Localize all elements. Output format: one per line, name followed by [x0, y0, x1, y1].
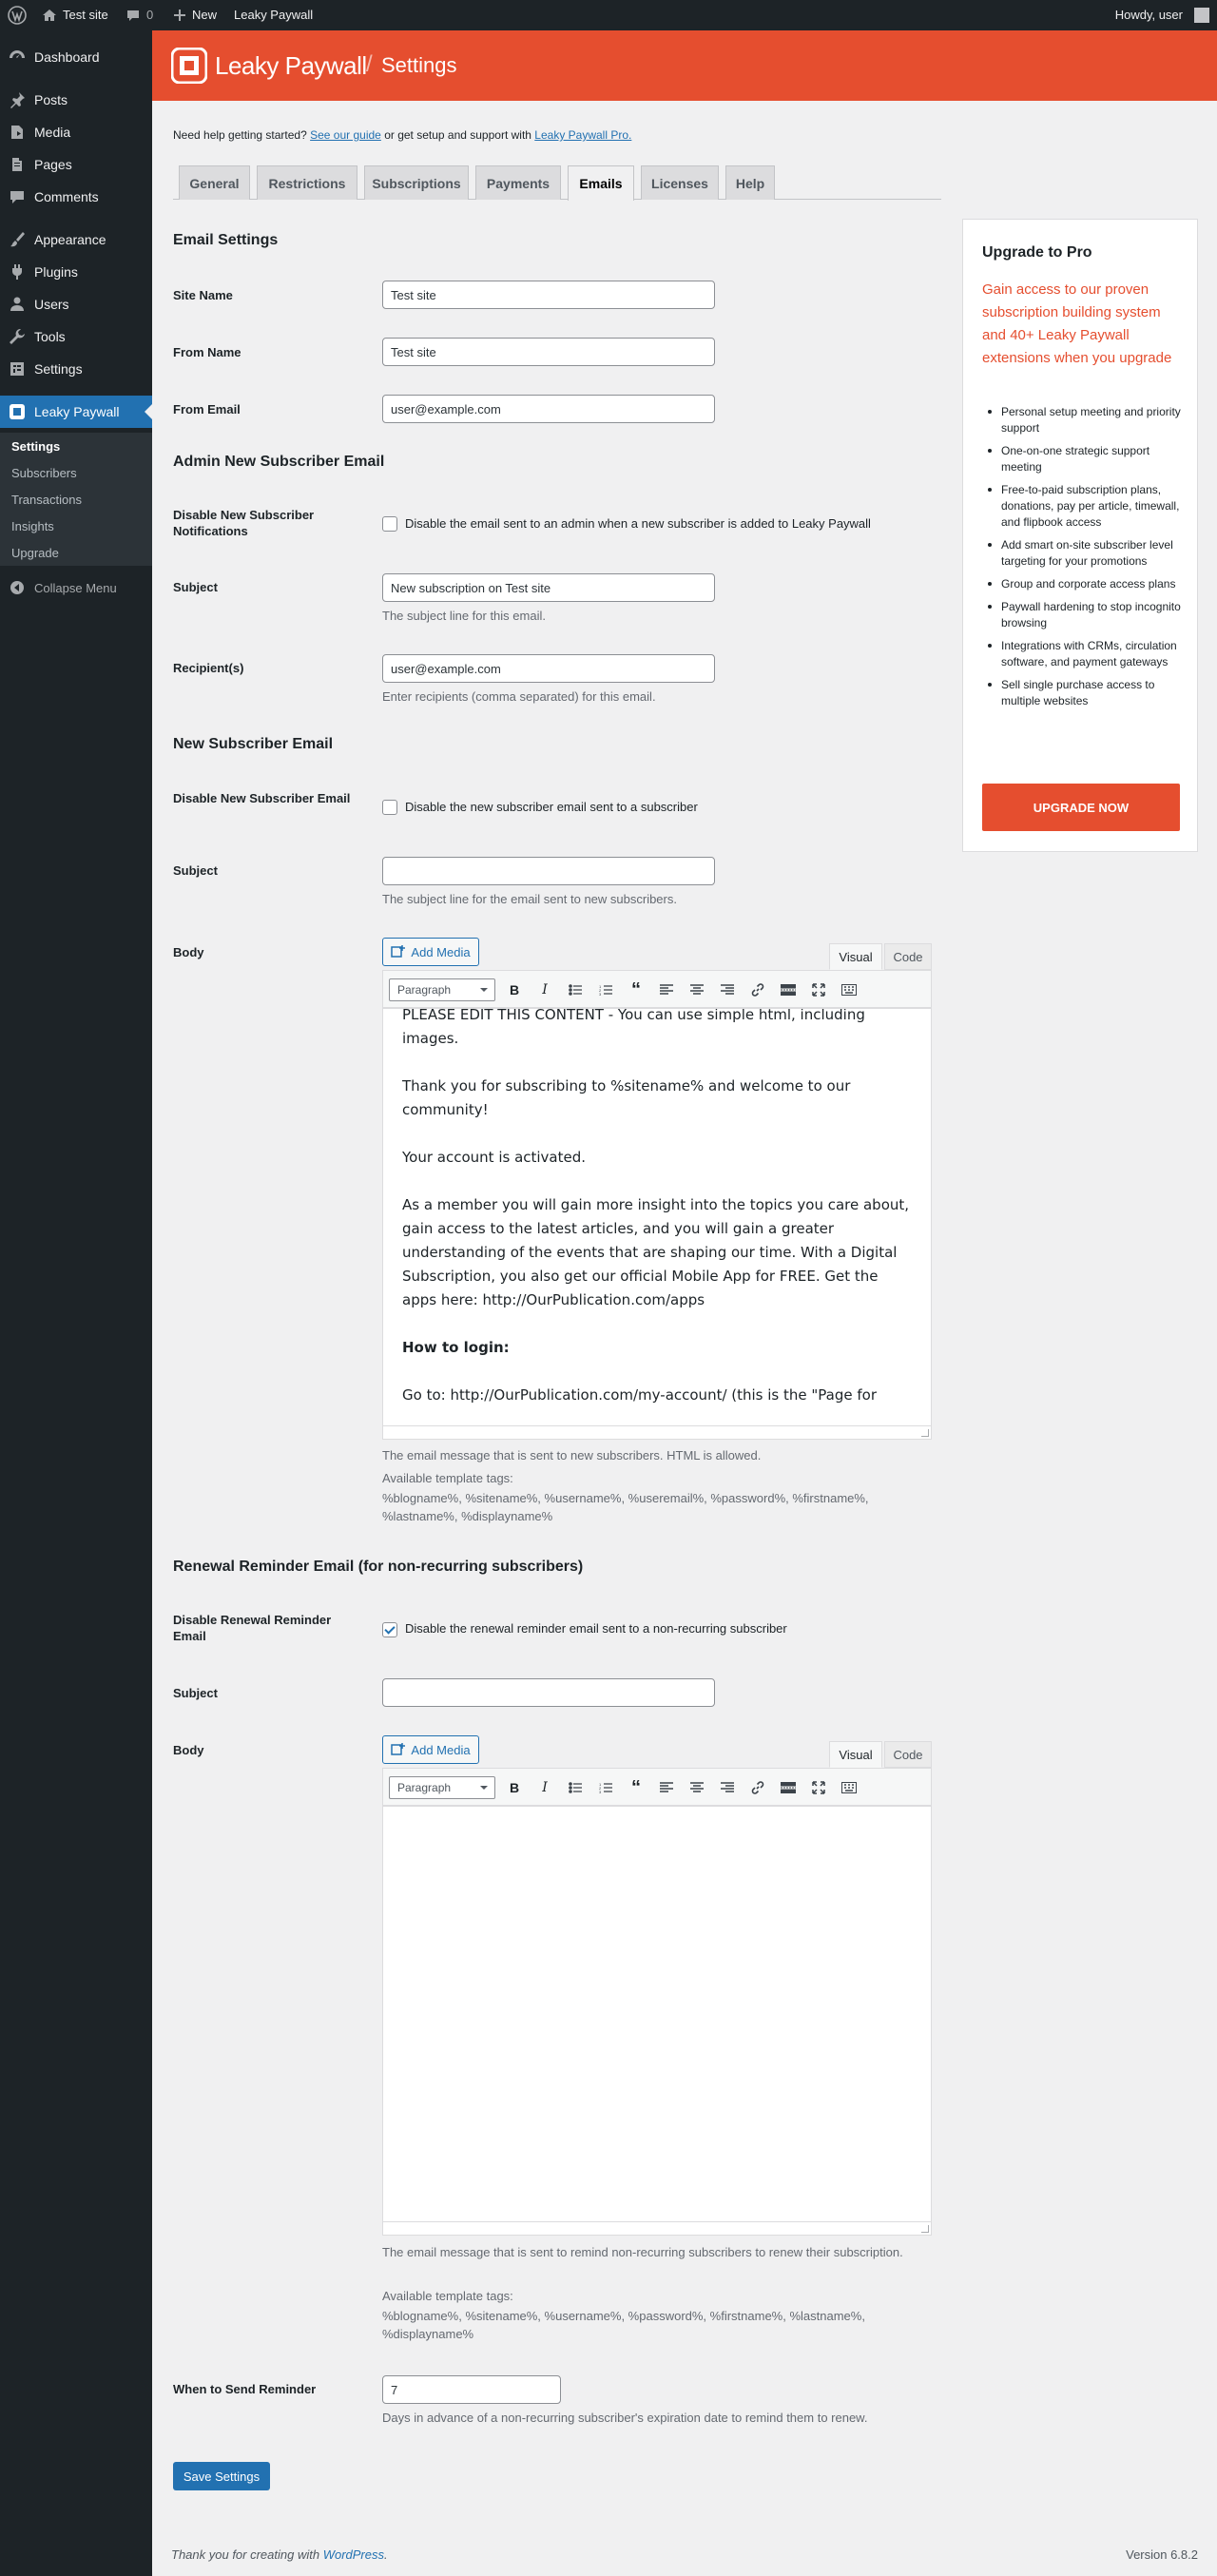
align-right-icon[interactable]: [718, 1778, 737, 1797]
body-paragraph: PLEASE EDIT THIS CONTENT - You can use simple html, including images.: [402, 1008, 865, 1047]
body-paragraph: Go to: http://OurPublication.com/my-account/ (this is the "Page for: [402, 1386, 878, 1404]
tab-general[interactable]: General: [179, 165, 250, 200]
new-subscriber-heading: New Subscriber Email: [173, 736, 334, 752]
new-sub-subject-input[interactable]: [382, 857, 715, 885]
new-sub-body-desc: The email message that is sent to new subscribers. HTML is allowed.: [382, 1448, 762, 1462]
code-tab[interactable]: Code: [884, 943, 932, 970]
pin-icon: [0, 91, 34, 108]
resize-handle-icon[interactable]: [921, 2225, 929, 2233]
toolbar-toggle-icon[interactable]: [840, 1778, 859, 1797]
renewal-add-media-button[interactable]: [382, 1735, 479, 1764]
align-left-icon[interactable]: [657, 980, 676, 999]
leaky-paywall-logo-icon: [171, 48, 207, 84]
site-name-link[interactable]: [42, 0, 108, 30]
format-select[interactable]: Paragraph: [389, 1776, 495, 1799]
italic-icon[interactable]: I: [542, 1780, 548, 1795]
add-media-button[interactable]: [382, 938, 479, 966]
upgrade-sidebar: [962, 219, 1198, 852]
menu-item-settings[interactable]: [0, 353, 152, 385]
plugin-header: [152, 30, 1217, 101]
menu-label: Appearance: [34, 232, 106, 247]
fullscreen-icon[interactable]: [809, 980, 828, 999]
visual-tab[interactable]: Visual: [829, 943, 882, 970]
avatar: [1194, 8, 1209, 23]
read-more-icon[interactable]: [779, 980, 798, 999]
recipients-input[interactable]: user@example.com: [382, 654, 715, 683]
upgrade-pitch: Gain access to our proven subscription building system and 40+ Leaky Paywall extensions when you upgrade: [982, 281, 1172, 366]
collapse-menu-button[interactable]: [0, 571, 152, 604]
renewal-visual-tab[interactable]: Visual: [829, 1741, 882, 1768]
body-paragraph: How to login:: [402, 1339, 510, 1356]
blockquote-icon[interactable]: “: [631, 1776, 641, 1798]
upgrade-now-button[interactable]: UPGRADE NOW: [982, 784, 1180, 831]
add-media-label: Add Media: [411, 1742, 471, 1757]
list-item: Add smart on-site subscriber level targeting for your promotions: [982, 537, 1184, 570]
menu-item-dashboard[interactable]: [0, 41, 152, 73]
bold-icon[interactable]: B: [509, 1780, 520, 1795]
tab-payments[interactable]: Payments: [475, 165, 561, 200]
menu-label: Plugins: [34, 264, 78, 280]
read-more-icon[interactable]: [779, 1778, 798, 1797]
new-sub-subject-desc: The subject line for the email sent to new subscribers.: [382, 892, 677, 906]
renewal-subject-input[interactable]: [382, 1678, 715, 1707]
comments-link[interactable]: [126, 0, 153, 30]
numbered-list-icon[interactable]: [596, 980, 615, 999]
site-name-label: Test site: [63, 8, 108, 22]
list-item: One-on-one strategic support meeting: [982, 443, 1184, 475]
list-item: Personal setup meeting and priority support: [982, 404, 1184, 436]
footer-period: .: [384, 2547, 388, 2562]
link-icon[interactable]: [748, 1778, 767, 1797]
site-name-input[interactable]: Test site: [382, 281, 715, 309]
admin-disable-label: Disable New Subscriber Notifications: [173, 508, 315, 538]
menu-item-media[interactable]: [0, 116, 152, 148]
renewal-body-label: Body: [173, 1743, 204, 1757]
admin-bar: [0, 0, 1217, 30]
comments-count: 0: [146, 8, 154, 22]
upgrade-title: Upgrade to Pro: [982, 244, 1092, 261]
admin-disable-text: Disable the email sent to an admin when a new subscriber is added to Leaky Paywall: [405, 516, 871, 531]
bold-icon[interactable]: B: [509, 982, 520, 997]
italic-icon[interactable]: I: [542, 982, 548, 997]
new-label: New: [192, 8, 218, 22]
menu-item-pages[interactable]: [0, 148, 152, 181]
tab-emails[interactable]: Emails: [568, 165, 634, 201]
wrench-icon: [0, 328, 34, 345]
list-item: Integrations with CRMs, circulation software, and payment gateways: [982, 638, 1184, 670]
renewal-body-editor[interactable]: [382, 1806, 932, 2222]
from-name-label: From Name: [173, 345, 241, 359]
save-settings-button[interactable]: Save Settings: [173, 2462, 270, 2490]
numbered-list-icon[interactable]: [596, 1778, 615, 1797]
title-separator: /: [366, 51, 373, 77]
svg-text:1: 1: [599, 984, 602, 989]
menu-item-plugins[interactable]: [0, 256, 152, 288]
help-middle: or get setup and support with: [384, 128, 531, 142]
renewal-subject-label: Subject: [173, 1686, 218, 1700]
submenu-item-transactions[interactable]: Transactions: [11, 493, 82, 507]
menu-item-users[interactable]: [0, 288, 152, 320]
new-subscriber-body-editor[interactable]: [382, 1008, 932, 1426]
menu-item-tools[interactable]: [0, 320, 152, 353]
admin-subject-desc: The subject line for this email.: [382, 609, 546, 623]
submenu-item-subscribers[interactable]: Subscribers: [11, 466, 77, 480]
svg-text:3: 3: [599, 1790, 602, 1793]
align-right-icon[interactable]: [718, 980, 737, 999]
editor-content: [383, 1008, 916, 1426]
bullet-list-icon[interactable]: [566, 1778, 585, 1797]
fullscreen-icon[interactable]: [809, 1778, 828, 1797]
menu-item-comments[interactable]: [0, 181, 152, 213]
list-item: Group and corporate access plans: [982, 576, 1184, 592]
feature-list: [982, 404, 1184, 716]
new-sub-tags: %blogname%, %sitename%, %username%, %useremail%, %password%, %firstname%, %lastname%, %displayname%: [382, 1491, 869, 1523]
add-media-label: Add Media: [411, 944, 471, 959]
renewal-disable-text: Disable the renewal reminder email sent to a non-recurring subscriber: [405, 1621, 787, 1636]
svg-text:1: 1: [599, 1782, 602, 1787]
wordpress-logo-icon[interactable]: [8, 0, 27, 30]
when-to-send-label: When to Send Reminder: [173, 2382, 317, 2396]
wordpress-link[interactable]: WordPress: [322, 2547, 384, 2562]
list-item: Free-to-paid subscription plans, donations, pay per article, timewall, and flipbook access: [982, 482, 1184, 531]
admin-disable-checkbox[interactable]: [382, 516, 397, 532]
when-to-send-desc: Days in advance of a non-recurring subscriber's expiration date to remind them to renew.: [382, 2411, 868, 2425]
users-icon: [0, 296, 34, 313]
align-left-icon[interactable]: [657, 1778, 676, 1797]
site-name-label: Site Name: [173, 288, 233, 302]
renewal-tags: %blogname%, %sitename%, %username%, %password%, %firstname%, %lastname%, %displayname%: [382, 2309, 865, 2341]
recipients-desc: Enter recipients (comma separated) for this email.: [382, 689, 656, 704]
new-sub-tags-title: Available template tags:: [382, 1471, 513, 1485]
tab-help[interactable]: Help: [725, 165, 775, 200]
when-to-send-input[interactable]: 7: [382, 2375, 561, 2404]
help-prefix: Need help getting started?: [173, 128, 307, 142]
plugin-label: Leaky Paywall: [234, 8, 314, 22]
email-settings-heading: Email Settings: [173, 232, 279, 248]
renewal-code-tab[interactable]: Code: [884, 1741, 932, 1768]
from-email-input[interactable]: user@example.com: [382, 395, 715, 423]
leaky-paywall-icon: [0, 403, 34, 420]
menu-label: Media: [34, 125, 71, 140]
comment-icon: [0, 188, 34, 205]
list-item: Paywall hardening to stop incognito browsing: [982, 599, 1184, 631]
pro-link[interactable]: Leaky Paywall Pro.: [534, 128, 632, 142]
my-account-link[interactable]: [1115, 0, 1209, 30]
menu-label: Tools: [34, 329, 66, 344]
brand-name: Leaky Paywall: [215, 51, 367, 80]
submenu-item-settings[interactable]: Settings: [11, 439, 61, 454]
dashboard-icon: [0, 48, 34, 66]
menu-label: Posts: [34, 92, 68, 107]
menu-label: Pages: [34, 157, 72, 172]
tab-restrictions[interactable]: Restrictions: [257, 165, 357, 200]
tab-subscriptions[interactable]: Subscriptions: [364, 165, 469, 200]
toolbar-toggle-icon[interactable]: [840, 980, 859, 999]
menu-label: Settings: [34, 361, 83, 377]
settings-tabs: [173, 165, 941, 200]
brush-icon: [0, 231, 34, 248]
renewal-tags-title: Available template tags:: [382, 2289, 513, 2303]
help-notice: [173, 128, 631, 142]
admin-menu: [0, 30, 152, 2576]
align-center-icon[interactable]: [687, 980, 706, 999]
new-sub-subject-label: Subject: [173, 863, 218, 878]
admin-subject-input[interactable]: New subscription on Test site: [382, 573, 715, 602]
blockquote-icon[interactable]: “: [631, 978, 641, 1000]
new-sub-disable-label: Disable New Subscriber Email: [173, 791, 351, 805]
admin-subject-label: Subject: [173, 580, 218, 594]
media-icon: [0, 124, 34, 141]
menu-label: Users: [34, 297, 69, 312]
comment-bubble-icon: [126, 8, 141, 23]
page-icon: [0, 156, 34, 173]
svg-text:2: 2: [599, 1786, 602, 1791]
menu-label: Comments: [34, 189, 99, 204]
from-name-input[interactable]: Test site: [382, 338, 715, 366]
menu-label: Leaky Paywall: [34, 404, 120, 419]
footer-thanks: [171, 2547, 388, 2562]
bullet-list-icon[interactable]: [566, 980, 585, 999]
home-icon: [42, 8, 57, 23]
link-icon[interactable]: [748, 980, 767, 999]
format-select[interactable]: Paragraph: [389, 978, 495, 1001]
from-email-label: From Email: [173, 402, 241, 416]
renewal-heading: Renewal Reminder Email (for non-recurring subscribers): [173, 1559, 584, 1575]
collapse-arrow-icon: [0, 580, 34, 595]
body-paragraph: As a member you will gain more insight into the topics you care about, gain access to the latest articles, and you will gain a greater understanding of the events that are shaping our time. With a Digital Subscription, you also get our official Mobile App for FREE. Get the apps here: http://OurPublication.com/apps: [402, 1196, 910, 1308]
submenu-item-upgrade[interactable]: Upgrade: [11, 546, 59, 560]
resize-handle-icon[interactable]: [921, 1429, 929, 1437]
list-item: Sell single purchase access to multiple websites: [982, 677, 1184, 709]
recipients-label: Recipient(s): [173, 661, 244, 675]
new-sub-disable-text: Disable the new subscriber email sent to a subscriber: [405, 800, 698, 814]
renewal-editor-statusbar: [382, 2222, 932, 2236]
new-content-link[interactable]: [173, 0, 217, 30]
renewal-body-desc: The email message that is sent to remind non-recurring subscribers to renew their subscription.: [382, 2245, 903, 2259]
svg-text:3: 3: [599, 992, 602, 996]
menu-item-posts[interactable]: [0, 84, 152, 116]
footer-version: Version 6.8.2: [1126, 2547, 1198, 2562]
new-sub-disable-checkbox[interactable]: [382, 800, 397, 815]
renewal-disable-checkbox[interactable]: [382, 1622, 397, 1637]
plugin-icon: [0, 263, 34, 281]
align-center-icon[interactable]: [687, 1778, 706, 1797]
admin-email-heading: Admin New Subscriber Email: [173, 454, 385, 470]
menu-label: Dashboard: [34, 49, 100, 65]
svg-text:2: 2: [599, 988, 602, 993]
editor-statusbar: [382, 1426, 932, 1440]
renewal-disable-label: Disable Renewal Reminder Email: [173, 1613, 332, 1643]
footer-thanks-text: Thank you for creating with: [171, 2547, 320, 2562]
submenu-item-insights[interactable]: Insights: [11, 519, 54, 533]
howdy-text: Howdy, user: [1114, 8, 1183, 22]
new-sub-body-label: Body: [173, 945, 204, 959]
body-paragraph: Your account is activated.: [402, 1149, 587, 1166]
page-title: Settings: [381, 53, 457, 77]
editor-toolbar: [382, 970, 932, 1008]
leaky-paywall-submenu: [0, 433, 152, 566]
guide-link[interactable]: See our guide: [310, 128, 381, 142]
tab-licenses[interactable]: Licenses: [641, 165, 719, 200]
add-media-icon: [391, 944, 406, 959]
renewal-editor-toolbar: [382, 1768, 932, 1806]
menu-item-appearance[interactable]: [0, 223, 152, 256]
plus-icon: [173, 9, 186, 22]
collapse-label: Collapse Menu: [34, 580, 117, 595]
menu-item-leaky-paywall[interactable]: [0, 396, 152, 428]
settings-icon: [0, 360, 34, 378]
body-paragraph: Thank you for subscribing to %sitename% and welcome to our community!: [402, 1077, 851, 1118]
leaky-paywall-bar-link[interactable]: [234, 0, 313, 30]
add-media-icon: [391, 1742, 406, 1757]
